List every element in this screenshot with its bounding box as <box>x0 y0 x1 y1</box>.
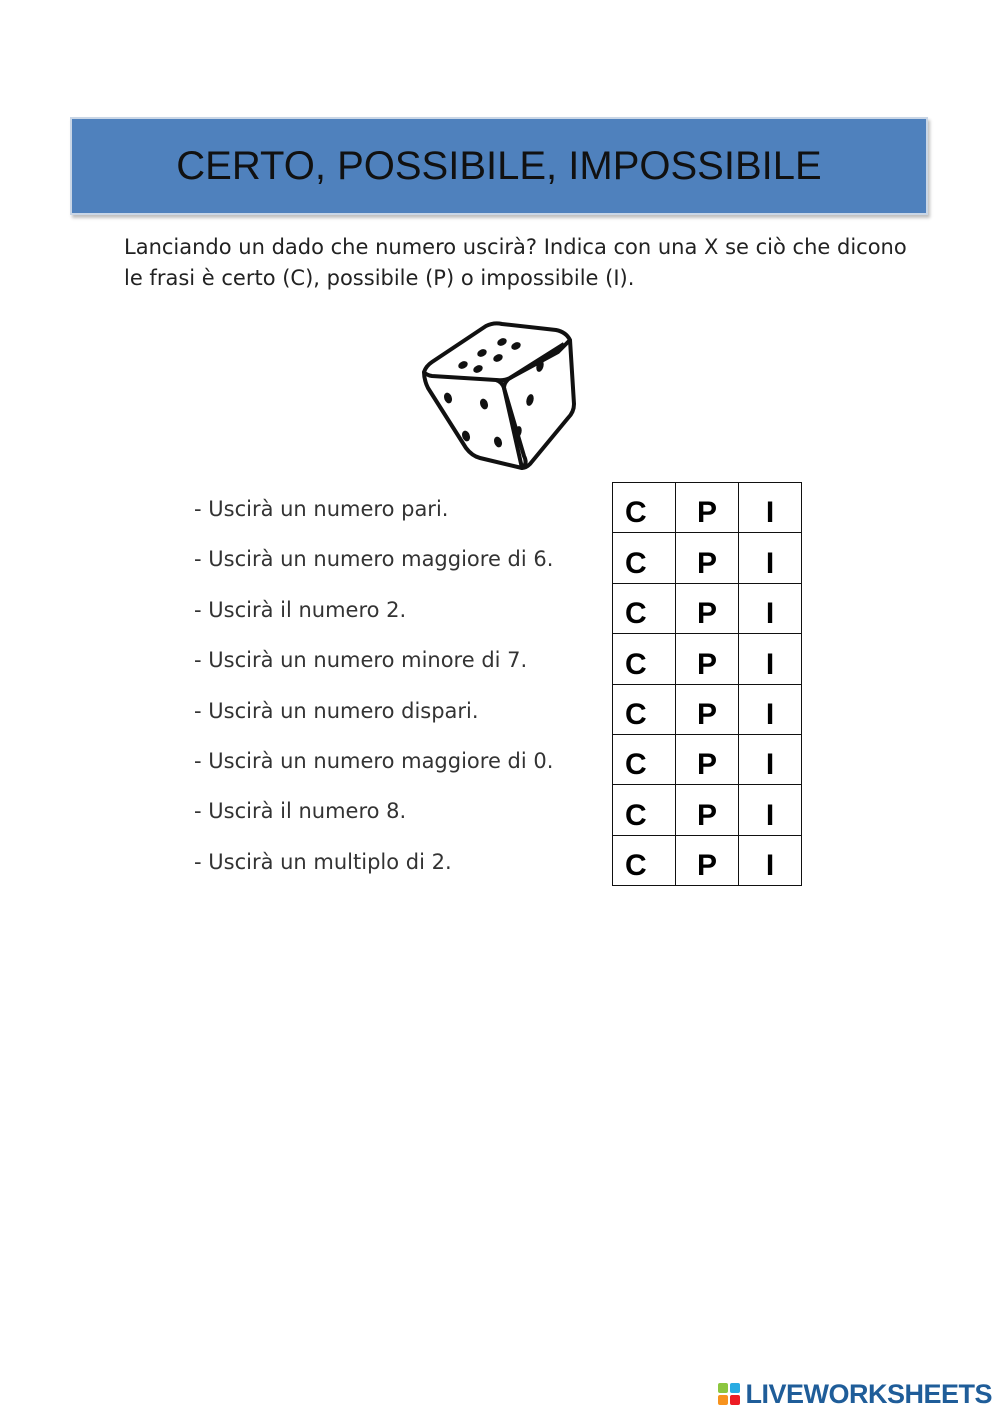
answer-row-2 <box>613 533 802 583</box>
option-possible-4[interactable]: P <box>676 634 739 684</box>
statement-list <box>194 489 604 892</box>
option-impossible-7[interactable]: I <box>739 785 802 835</box>
answer-row-4 <box>613 634 802 684</box>
option-possible-3[interactable]: P <box>676 583 739 633</box>
answer-row-8 <box>613 835 802 885</box>
option-possible-7[interactable]: P <box>676 785 739 835</box>
answer-row-7 <box>613 785 802 835</box>
liveworksheets-logo-icon <box>717 1382 741 1406</box>
option-certain-1[interactable]: C <box>613 483 676 533</box>
option-certain-2[interactable]: C <box>613 533 676 583</box>
option-certain-6[interactable]: C <box>613 734 676 784</box>
option-possible-5[interactable]: P <box>676 684 739 734</box>
option-impossible-6[interactable]: I <box>739 734 802 784</box>
answer-row-6 <box>613 734 802 784</box>
option-certain-7[interactable]: C <box>613 785 676 835</box>
answer-row-1 <box>613 483 802 533</box>
option-possible-1[interactable]: P <box>676 483 739 533</box>
instructions-text: Lanciando un dado che numero uscirà? Indica con una X se ciò che dicono le frasi è certo (C), possibile (P) o impossibile (I). <box>124 235 907 290</box>
statement-4: - Uscirà un numero minore di 7. <box>194 648 528 673</box>
option-certain-8[interactable]: C <box>613 835 676 885</box>
statement-2: - Uscirà un numero maggiore di 6. <box>194 547 554 572</box>
option-possible-8[interactable]: P <box>676 835 739 885</box>
option-certain-3[interactable]: C <box>613 583 676 633</box>
statement-1: - Uscirà un numero pari. <box>194 497 449 521</box>
option-certain-4[interactable]: C <box>613 634 676 684</box>
option-impossible-5[interactable]: I <box>739 684 802 734</box>
option-possible-6[interactable]: P <box>676 734 739 784</box>
dice-icon <box>418 318 576 473</box>
liveworksheets-brand: LIVEWORKSHEETS <box>745 1378 992 1409</box>
liveworksheets-watermark <box>717 1379 992 1409</box>
answer-row-5 <box>613 684 802 734</box>
answer-row-3 <box>613 583 802 633</box>
option-impossible-2[interactable]: I <box>739 533 802 583</box>
option-certain-5[interactable]: C <box>613 684 676 734</box>
option-impossible-4[interactable]: I <box>739 634 802 684</box>
answer-grid <box>612 482 802 886</box>
option-impossible-3[interactable]: I <box>739 583 802 633</box>
option-impossible-1[interactable]: I <box>739 483 802 533</box>
statement-7: - Uscirà il numero 8. <box>194 799 407 824</box>
page-title: CERTO, POSSIBILE, IMPOSSIBILE <box>176 143 822 188</box>
option-impossible-8[interactable]: I <box>739 835 802 885</box>
statement-5: - Uscirà un numero dispari. <box>194 698 479 723</box>
statement-6: - Uscirà un numero maggiore di 0. <box>194 748 554 773</box>
option-possible-2[interactable]: P <box>676 533 739 583</box>
statement-8: - Uscirà un multiplo di 2. <box>194 849 452 874</box>
title-banner <box>70 117 928 215</box>
statement-3: - Uscirà il numero 2. <box>194 597 407 622</box>
